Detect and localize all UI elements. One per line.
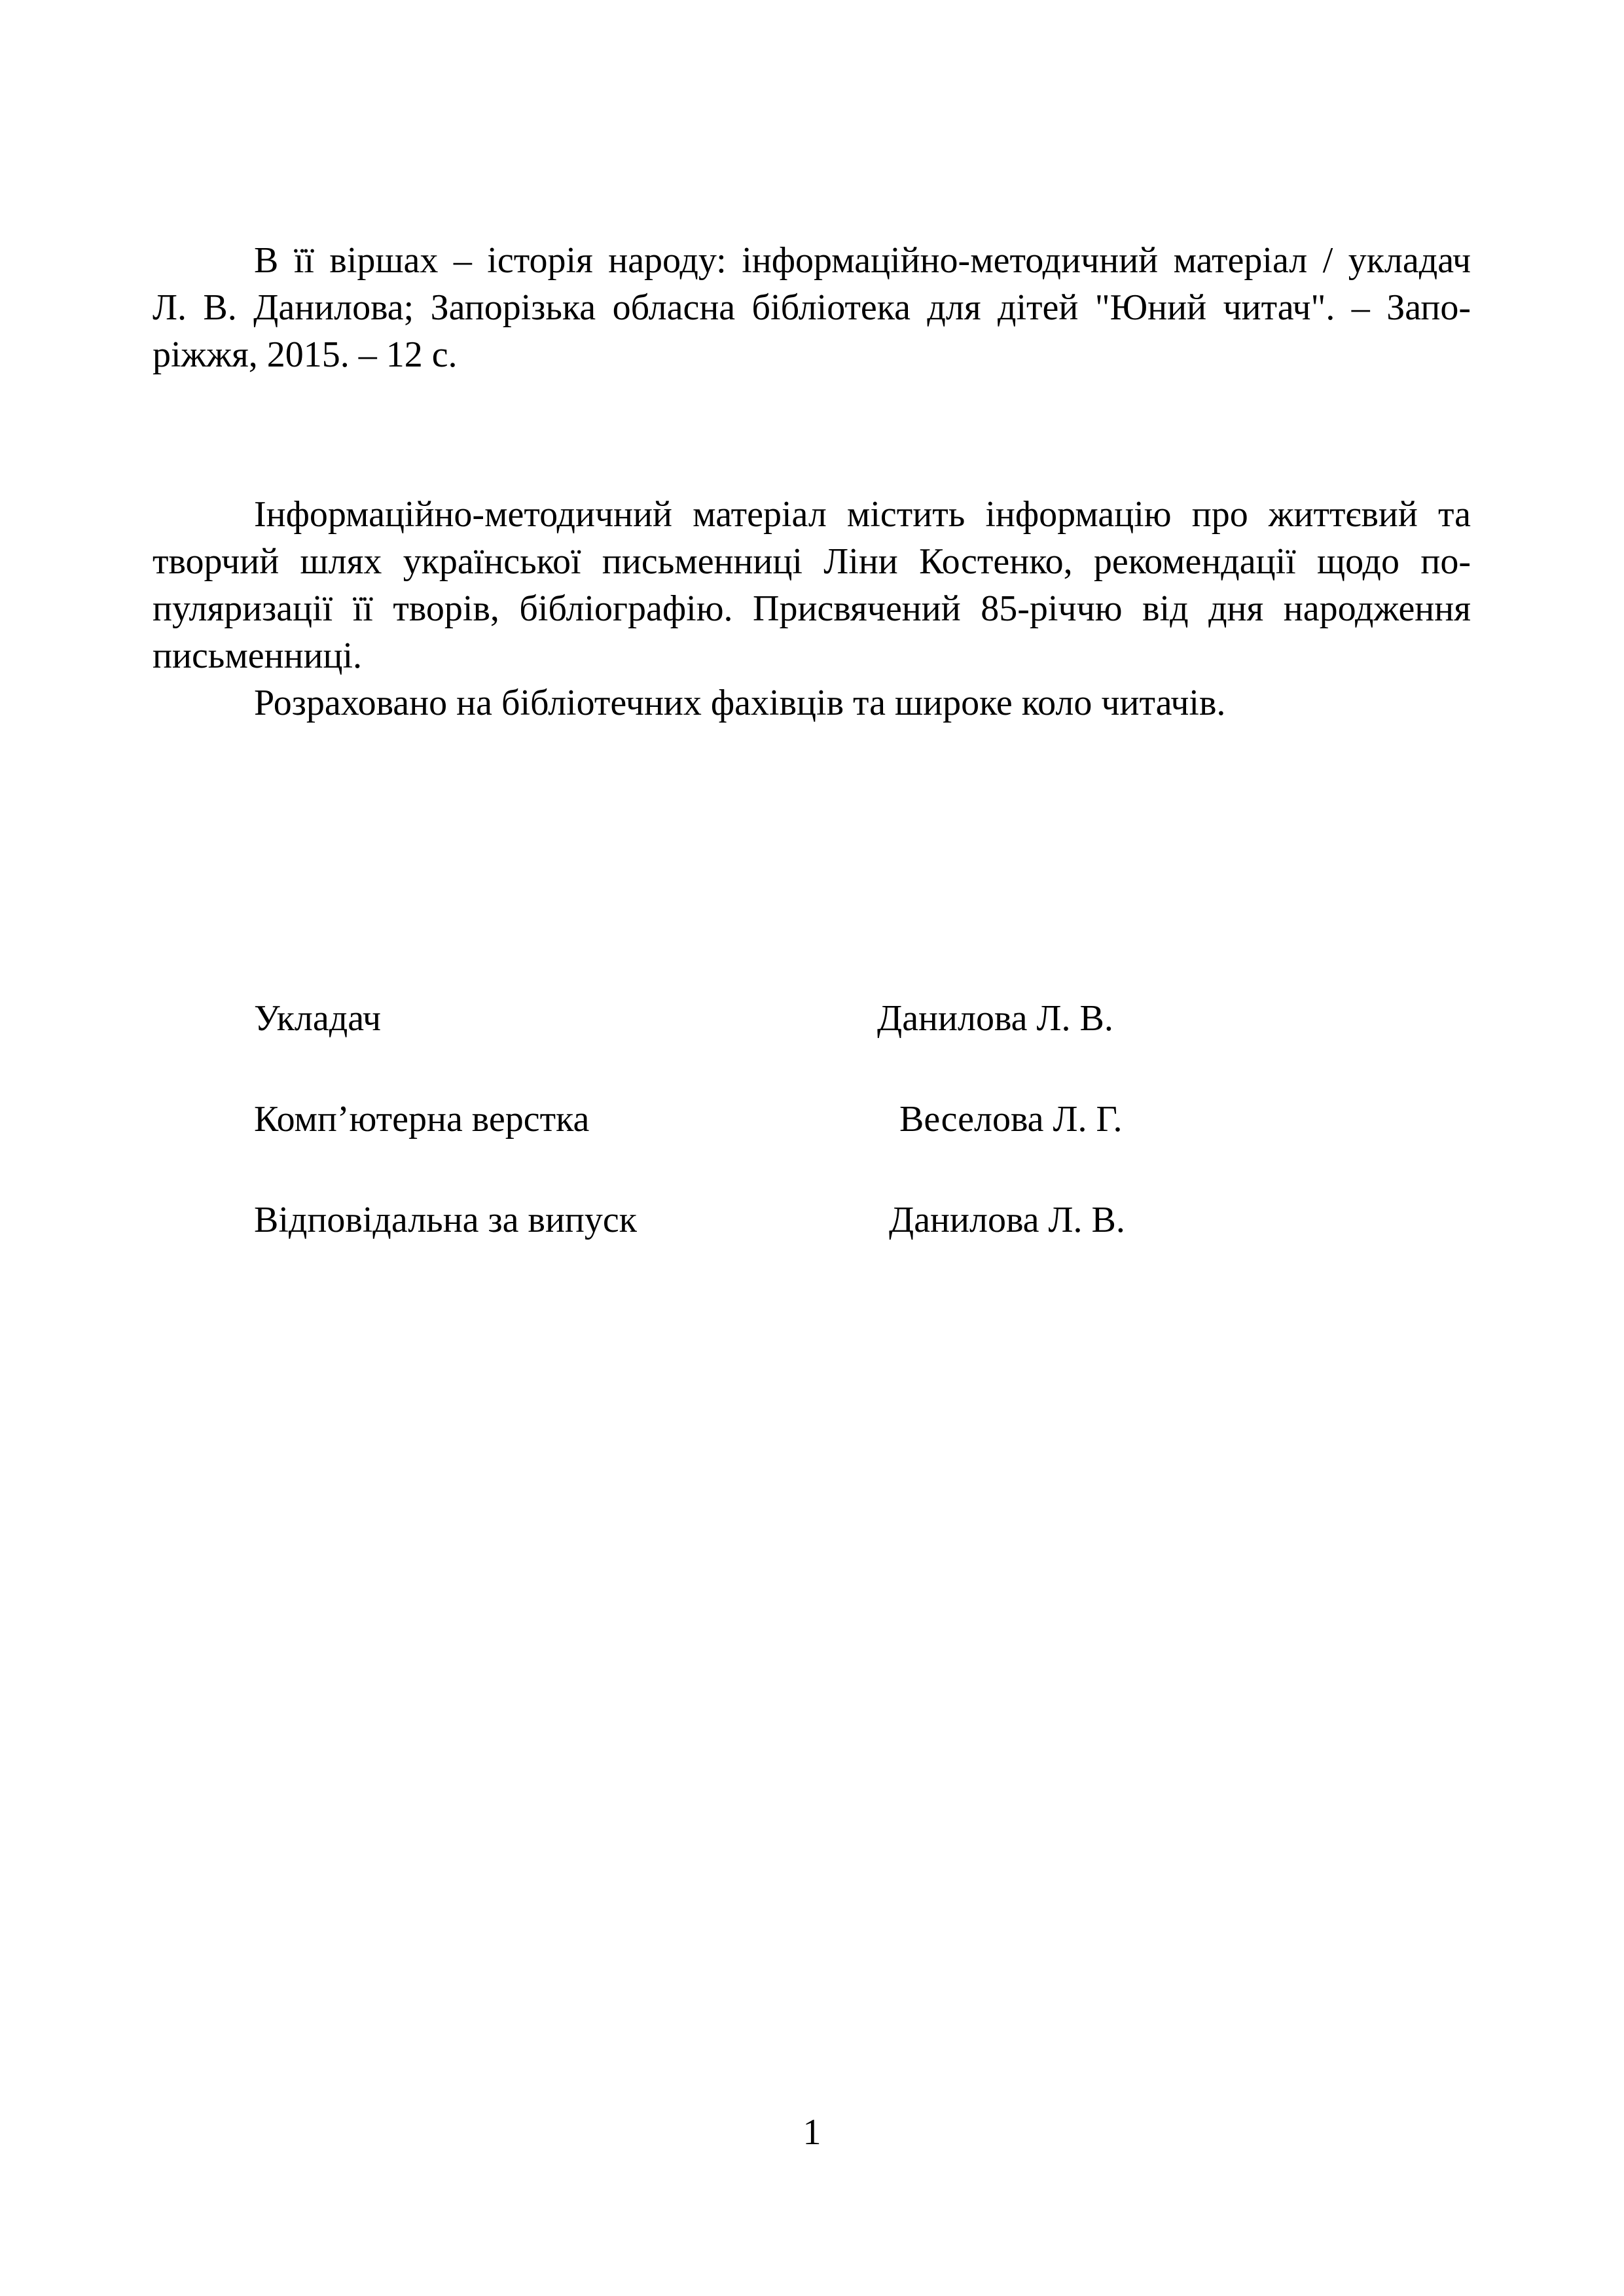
credit-role: Комп’ютерна верстка (254, 1099, 590, 1139)
credit-role: Відповідальна за випуск (254, 1200, 637, 1240)
annotation-line-2: творчий шлях української письменниці Ліни Костенко, рекомендації щодо по- (153, 541, 1471, 582)
credit-name: Данилова Л. В. (877, 998, 1113, 1039)
credit-name: Данилова Л. В. (889, 1200, 1125, 1240)
credits-list (254, 995, 1432, 1297)
annotation-audience: Розраховано на бібліотечних фахівців та широке коло читачів. (254, 683, 1226, 723)
annotation-line-4: письменниці. (153, 636, 363, 676)
credit-row-layout (254, 1096, 1432, 1143)
page-number: 1 (803, 2112, 821, 2153)
bibliographic-citation (153, 237, 1471, 378)
annotation-line-1: Інформаційно-методичний матеріал містить інформацію про життєвий та (254, 494, 1471, 535)
credit-role: Укладач (254, 998, 382, 1039)
citation-line-3: ріжжя, 2015. – 12 с. (153, 334, 458, 375)
annotation (153, 491, 1471, 726)
citation-line-1: В її віршах – історія народу: інформаційно-методичний матеріал / укладач (254, 240, 1471, 281)
annotation-line-3: пуляризації її творів, бібліографію. Присвячений 85-річчю від дня народження (153, 588, 1471, 629)
credit-name: Веселова Л. Г. (899, 1099, 1123, 1139)
credit-row-responsible (254, 1196, 1432, 1244)
credit-row-compiler (254, 995, 1432, 1042)
citation-line-2: Л. В. Данилова; Запорізька обласна бібліотека для дітей "Юний читач". – Запо- (153, 287, 1471, 328)
